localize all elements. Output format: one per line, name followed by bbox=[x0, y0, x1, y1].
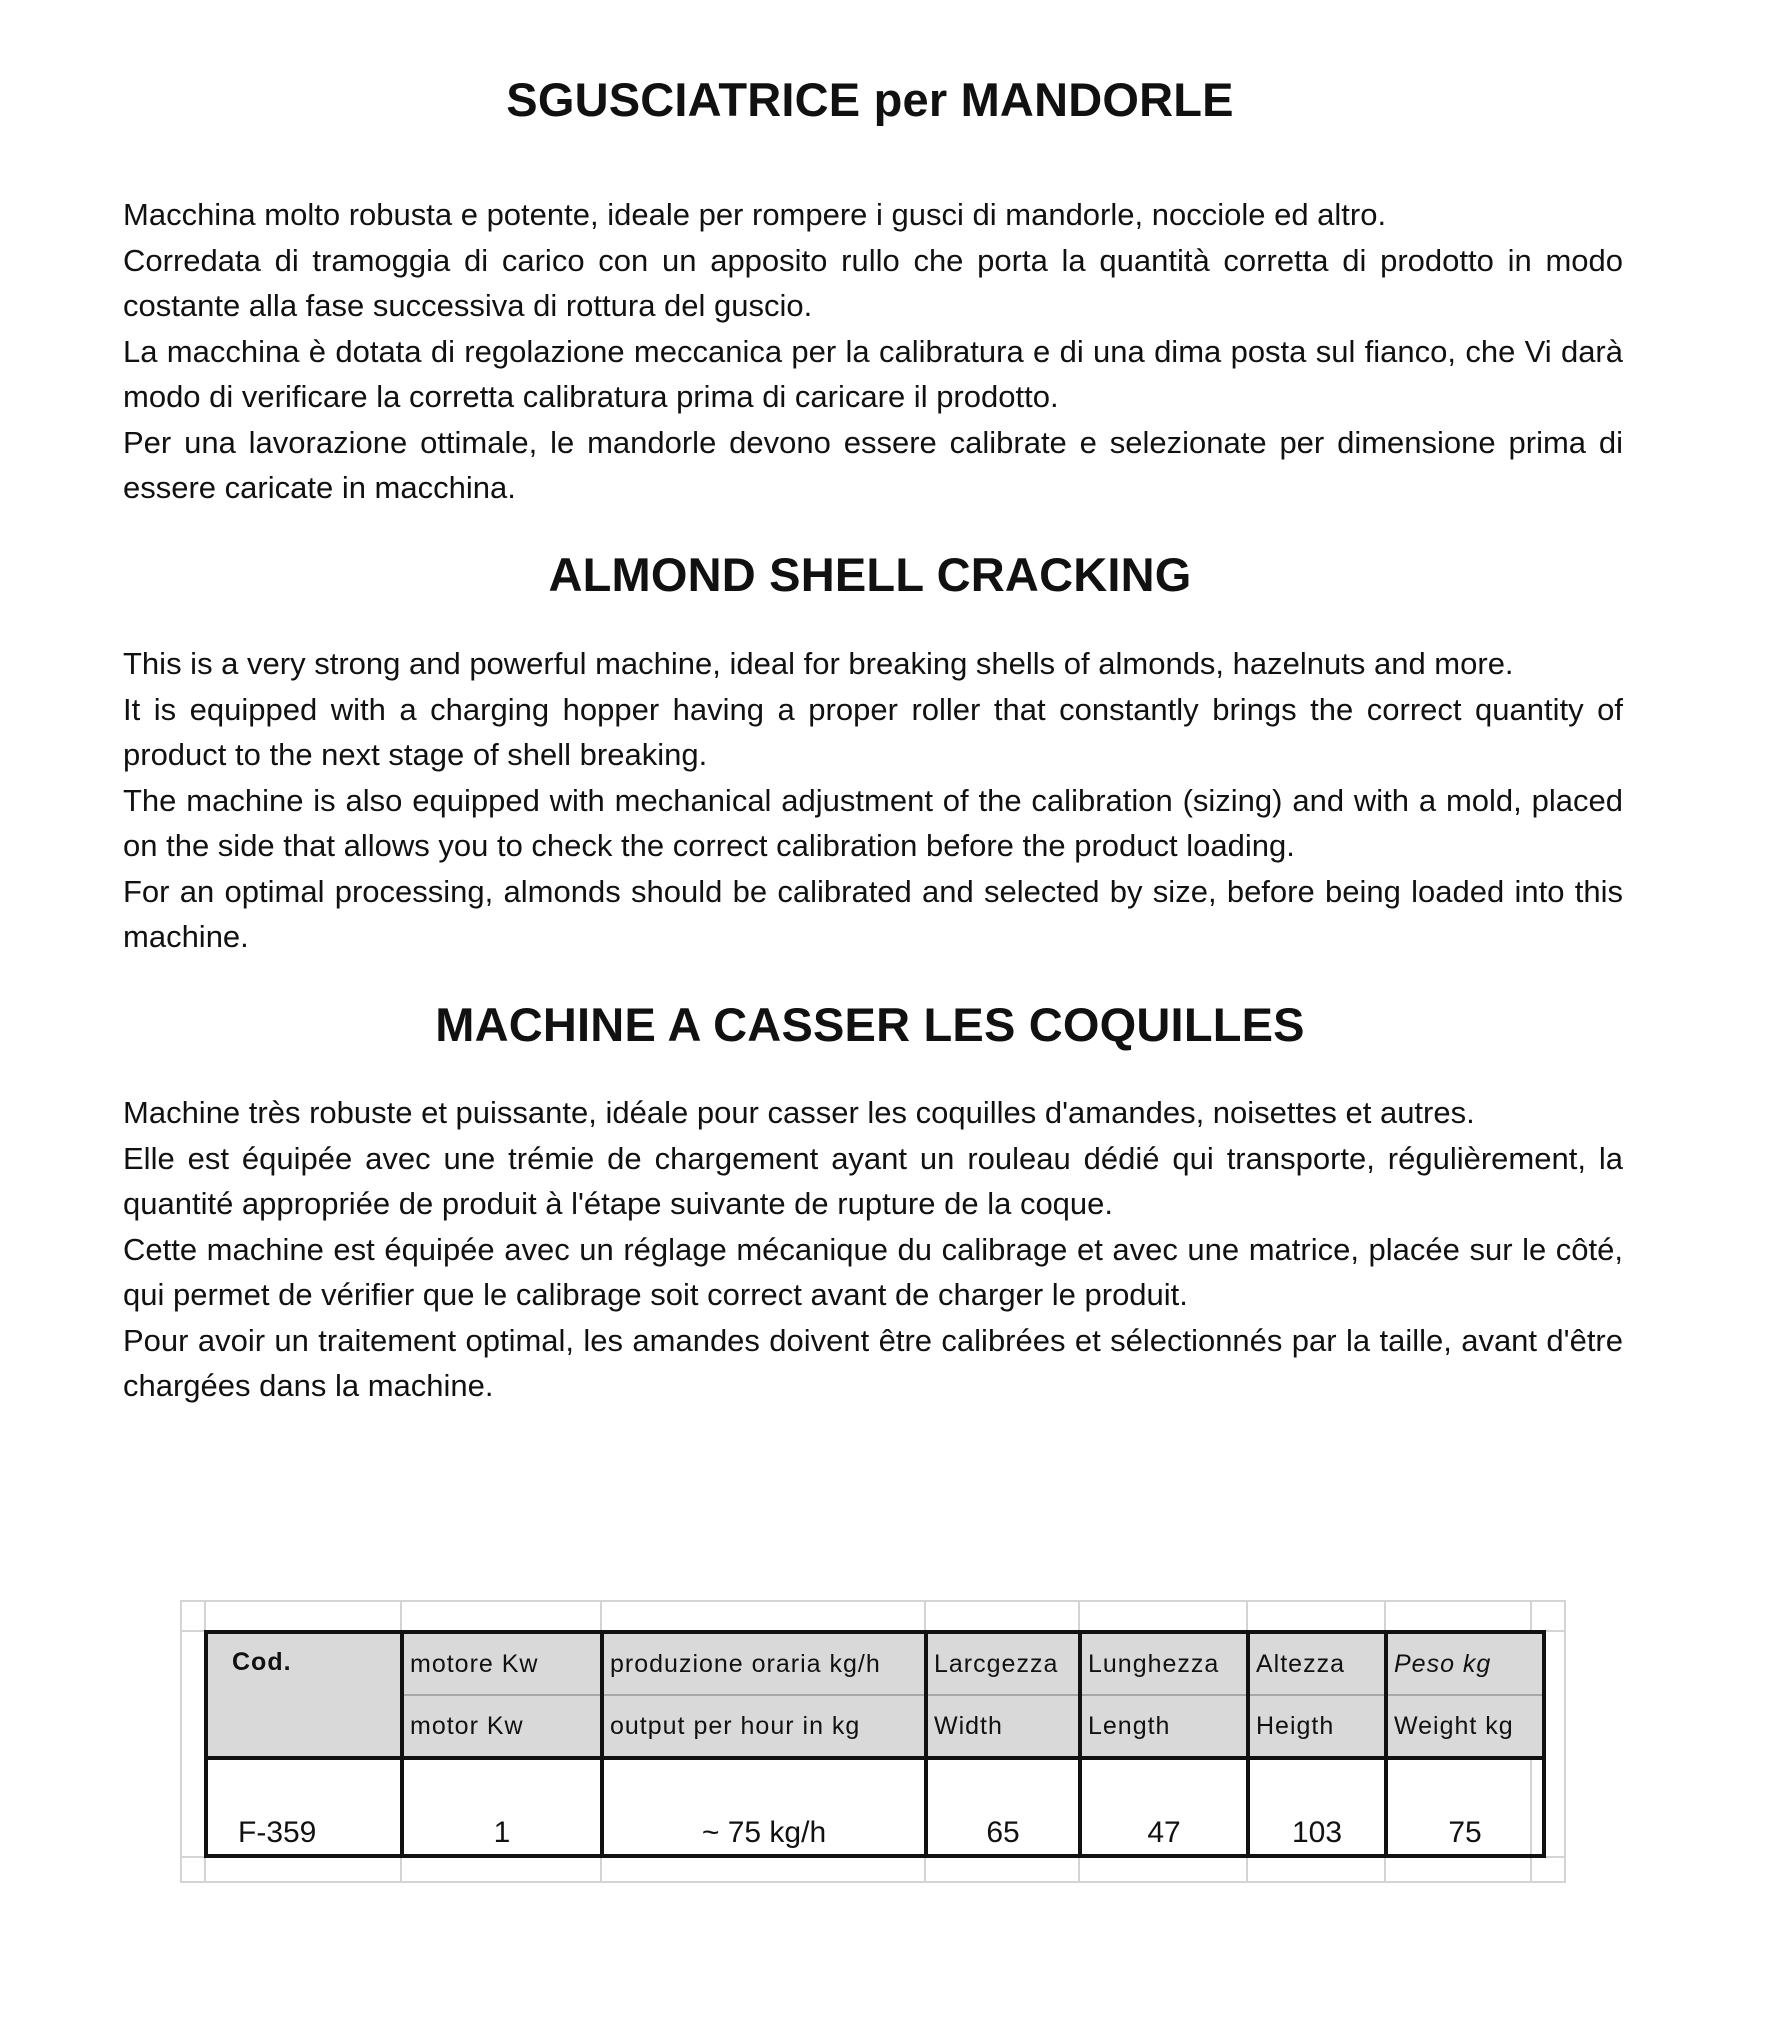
paragraph: The machine is also equipped with mechanical adjustment of the calibration (sizing) and with a mold, placed on the side that allows you to check the correct calibration before the product loading. bbox=[123, 782, 1623, 863]
header-row-english bbox=[206, 1695, 1544, 1758]
cell-width: 65 bbox=[926, 1758, 1080, 1856]
header-height-it: Altezza bbox=[1248, 1632, 1386, 1695]
paragraph: This is a very strong and powerful machine, ideal for breaking shells of almonds, hazelnuts and more. bbox=[123, 646, 1514, 681]
header-width-it: Larcgezza bbox=[926, 1632, 1080, 1695]
header-output-it: produzione oraria kg/h bbox=[602, 1632, 926, 1695]
header-weight-it: Peso kg bbox=[1386, 1632, 1544, 1695]
paragraph: For an optimal processing, almonds should be calibrated and selected by size, before being loaded into this machine. bbox=[123, 873, 1623, 954]
title-french: MACHINE A CASSER LES COQUILLES bbox=[435, 998, 1305, 1051]
paragraph: Macchina molto robusta e potente, ideale per rompere i gusci di mandorle, nocciole ed altro. bbox=[123, 197, 1387, 232]
paragraph: Cette machine est équipée avec un réglage mécanique du calibrage et avec une matrice, placée sur le côté, qui permet de vérifier que le calibrage soit correct avant de charger le produit. bbox=[123, 1231, 1623, 1312]
cell-weight: 75 bbox=[1386, 1758, 1544, 1856]
paragraph: It is equipped with a charging hopper having a proper roller that constantly brings the correct quantity of product to the next stage of shell breaking. bbox=[123, 691, 1623, 772]
header-length-it: Lunghezza bbox=[1080, 1632, 1248, 1695]
paragraph: La macchina è dotata di regolazione meccanica per la calibratura e di una dima posta sul fianco, che Vi darà modo di verificare la corretta calibratura prima di caricare il prodotto. bbox=[123, 333, 1623, 414]
header-motor-en: motor Kw bbox=[402, 1695, 602, 1758]
cell-motor: 1 bbox=[402, 1758, 602, 1856]
specs-table bbox=[204, 1630, 1546, 1858]
title-english: ALMOND SHELL CRACKING bbox=[548, 548, 1192, 601]
header-row-italian bbox=[206, 1632, 1544, 1695]
header-output-en: output per hour in kg bbox=[602, 1695, 926, 1758]
cell-length: 47 bbox=[1080, 1758, 1248, 1856]
body-french bbox=[123, 1090, 1623, 1409]
paragraph: Machine très robuste et puissante, idéale pour casser les coquilles d'amandes, noisettes et autres. bbox=[123, 1095, 1475, 1130]
header-height-en: Heigth bbox=[1248, 1695, 1386, 1758]
header-weight-en: Weight kg bbox=[1386, 1695, 1544, 1758]
code-header: Cod. bbox=[206, 1632, 402, 1758]
cell-height: 103 bbox=[1248, 1758, 1386, 1856]
paragraph: Pour avoir un traitement optimal, les amandes doivent être calibrées et sélectionnés par la taille, avant d'être chargées dans la machine. bbox=[123, 1322, 1623, 1403]
body-italian bbox=[123, 192, 1623, 511]
paragraph: Corredata di tramoggia di carico con un apposito rullo che porta la quantità corretta di prodotto in modo costante alla fase successiva di rottura del guscio. bbox=[123, 242, 1623, 323]
cell-code: F-359 bbox=[206, 1758, 402, 1856]
table-row bbox=[206, 1758, 1544, 1856]
cell-output: ~ 75 kg/h bbox=[602, 1758, 926, 1856]
paragraph: Elle est équipée avec une trémie de chargement ayant un rouleau dédié qui transporte, régulièrement, la quantité appropriée de produit à l'étape suivante de rupture de la coque. bbox=[123, 1140, 1623, 1221]
body-english bbox=[123, 641, 1623, 960]
header-width-en: Width bbox=[926, 1695, 1080, 1758]
header-length-en: Length bbox=[1080, 1695, 1248, 1758]
title-italian: SGUSCIATRICE per MANDORLE bbox=[506, 73, 1234, 126]
header-motor-it: motore Kw bbox=[402, 1632, 602, 1695]
paragraph: Per una lavorazione ottimale, le mandorle devono essere calibrate e selezionate per dimensione prima di essere caricate in macchina. bbox=[123, 424, 1623, 505]
